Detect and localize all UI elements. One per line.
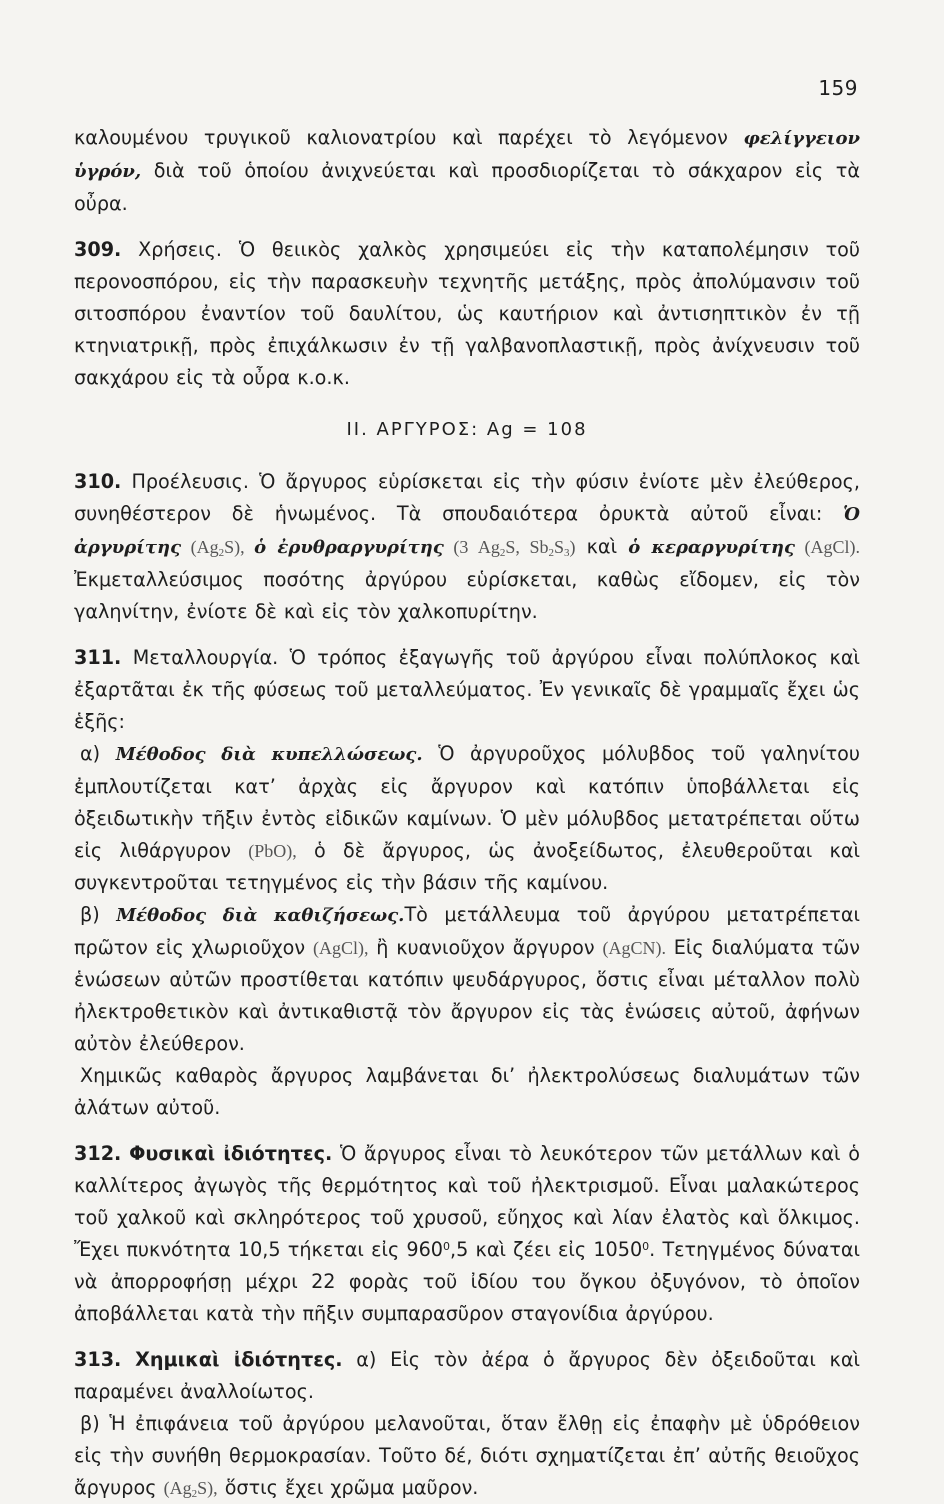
text-run: Ἐκμεταλλεύσιμος ποσότης ἀργύρου εὑρίσκεται, καθὼς εἴδομεν, εἰς τὸν γαληνίτην, ἐνίοτε δὲ καὶ εἰς τὸν χαλκοπυρίτην. (74, 568, 860, 623)
formula-subscript: 2 (548, 547, 554, 559)
section-title: Χρήσεις. (138, 238, 223, 261)
text-run: καὶ (575, 535, 629, 558)
page-number: 159 (818, 76, 858, 100)
section-313 (74, 1344, 860, 1408)
method-a (74, 738, 860, 899)
chem-formula (181, 537, 254, 557)
formula-subscript: 2 (218, 547, 225, 559)
formula-part: (Ag (163, 1478, 192, 1498)
formula-subscript: 2 (499, 547, 506, 559)
chem-formula: (PbO), (248, 841, 297, 861)
formula-subscript: 3 (563, 547, 570, 559)
electrolysis-note: Χημικῶς καθαρὸς ἄργυρος λαμβάνεται δι’ ἠλεκτρολύσεως διαλυμάτων τῶν ἀλάτων αὐτοῦ. (74, 1064, 860, 1119)
text-run: Ὁ ἄργυρος εὑρίσκεται εἰς τὴν φύσιν ἐνίοτε μὲν ἐλεύθερος, συνηθέστερον δὲ ἡνωμένος. Τὰ σπουδαιότερα ὀρυκτὰ αὐτοῦ εἶναι: (74, 470, 860, 525)
chem-formula: (AgCN). (602, 938, 666, 958)
text-run: β) Ἡ ἐπιφάνεια τοῦ ἀργύρου μελανοῦται, ὅταν ἔλθῃ εἰς ἐπαφὴν μὲ ὑδρόθειον εἰς τὴν συνήθη θερμοκρασίαν. Τοῦτο δέ, διότι σχηματίζεται ἐπ’ αὐτῆς θειοῦχος ἄργυρος (74, 1412, 860, 1499)
method-name: Μέθοδος διὰ καθιζήσεως. (116, 905, 405, 926)
paragraph-continuation (74, 122, 860, 220)
text-run: Ὁ ἄργυρος εἶναι τὸ λευκότερον τῶν μετάλλων καὶ ὁ καλλίτερος ἀγωγὸς τῆς θερμότητος καὶ τοῦ ἠλεκτρισμοῦ. Εἶναι μαλακώτερος τοῦ χαλκοῦ καὶ σκληρότερος τοῦ χρυσοῦ, εὔηχος καὶ λίαν ἐλατὸς καὶ ὅλκιμος. Ἔχει πυκνότητα 10,5 τήκεται εἰς 960 (74, 1142, 860, 1261)
section-title: Προέλευσις. (131, 470, 249, 493)
document-page (74, 70, 861, 1500)
section-311 (74, 642, 860, 738)
text-run: Ὁ ἀργυροῦχος μόλυβδος τοῦ γαληνίτου ἐμπλουτίζεται κατ’ ἀρχὰς εἰς ἄργυρον καὶ κατόπιν ὑποβάλλεται εἰς ὀξειδωτικὴν τῆξιν ἐντὸς εἰδικῶν καμίνων. Ὁ μὲν μόλυβδος μετατρέπεται οὕτω εἰς λιθάργυρον (74, 742, 861, 862)
section-number: 312. (74, 1142, 122, 1165)
chem-formula: (AgCl), (312, 938, 369, 958)
section-number: 313. (74, 1348, 122, 1371)
section-number: 310. (74, 470, 122, 493)
text-run: διὰ τοῦ ὁποίου ἀνιχνεύεται καὶ προσδιορίζεται τὸ σάκχαρον εἰς τὰ οὖρα. (74, 159, 860, 215)
section-312 (74, 1138, 860, 1330)
text-run: ὁ δὲ ἄργυρος, ὡς ἀνοξείδωτος, ἐλευθεροῦται καὶ συγκεντροῦται τετηγμένος εἰς τὴν βάσιν τῆς καμίνου. (74, 839, 860, 894)
superscript: 0 (642, 1240, 650, 1253)
section-title: Φυσικαὶ ἰδιότητες. (129, 1142, 333, 1165)
section-title: Μεταλλουργία. (132, 646, 279, 669)
formula-part: S (553, 537, 564, 557)
formula-subscript: 2 (191, 1488, 198, 1500)
chem-formula (164, 1478, 218, 1498)
section-309 (74, 234, 860, 394)
text-run: ἢ κυανιοῦχον ἄργυρον (368, 936, 603, 959)
superscript: 0 (443, 1240, 451, 1253)
formula-part: (3 Ag (443, 537, 500, 557)
text-run: Ὁ τρόπος ἐξαγωγῆς τοῦ ἀργύρου εἶναι πολύπλοκος καὶ ἐξαρτᾶται ἐκ τῆς φύσεως τοῦ μεταλλεύματος. Ἐν γενικαῖς δὲ γραμμαῖς ἔχει ὡς ἑξῆς: (74, 646, 860, 733)
mineral-name: Ὁ ἀργυρίτης (74, 504, 860, 558)
text-run: ,5 καὶ ζέει εἰς 1050 (450, 1238, 643, 1261)
chem-formula (444, 537, 576, 557)
list-label: β) (80, 903, 117, 926)
formula-part: S), (224, 537, 255, 557)
method-b (74, 899, 860, 1060)
chem-formula: (AgCl). (794, 537, 860, 557)
text-run: Εἰς διαλύματα τῶν ἑνώσεων αὐτῶν προστίθεται κατόπιν ψευδάργυρος, ὅστις εἶναι μέταλλον πολὺ ἠλεκτροθετικὸν καὶ ἀντικαθιστᾷ τὸν ἄργυρον εἰς τὰς ἑνώσεις αὐτοῦ, ἀφήνων αὐτὸν ἐλεύθερον. (74, 936, 861, 1055)
section-text: Ὁ θειικὸς χαλκὸς χρησιμεύει εἰς τὴν καταπολέμησιν τοῦ περονοσπόρου, εἰς τὴν παρασκευὴν τεχνητῆς μετάξης, πρὸς ἀπολύμανσιν τοῦ σιτοσπόρου ἐναντίον τοῦ δαυλίτου, ὡς καυτήριον καὶ ἀντισηπτικὸν ἐν τῇ κτηνιατρικῇ, πρὸς ἐπιχάλκωσιν ἐν τῇ γαλβανοπλαστικῇ, πρὸς ἀνίχνευσιν τοῦ σακχάρου εἰς τὰ οὖρα κ.ο.κ. (74, 238, 860, 389)
text-run: ὅστις ἔχει χρῶμα μαῦρον. (217, 1476, 479, 1499)
section-number: 309. (74, 238, 122, 261)
formula-part: S), (197, 1478, 218, 1498)
term-feling: φελίγγειον ὑγρόν, (74, 128, 860, 182)
chem-property-b (74, 1408, 860, 1504)
page-body (74, 122, 860, 1504)
mineral-name: ὁ κεραργυρίτης (628, 537, 795, 558)
section-title: Χημικαὶ ἰδιότητες. (135, 1348, 343, 1371)
mineral-name: ὁ ἐρυθραργυρίτης (254, 537, 444, 558)
section-number: 311. (74, 646, 122, 669)
formula-part: (Ag (181, 537, 219, 557)
list-label: α) (80, 742, 116, 765)
section-310 (74, 466, 860, 628)
text-run: α) Εἰς τὸν ἀέρα ὁ ἄργυρος δὲν ὀξειδοῦται καὶ παραμένει ἀναλλοίωτος. (74, 1348, 860, 1403)
text-run: . Τετηγμένος δύναται νὰ ἀπορροφήσῃ μέχρι 22 φορὰς τοῦ ἰδίου του ὄγκου ὀξυγόνον, τὸ ὁποῖον ἀποβάλλεται κατὰ τὴν πῆξιν συμπαρασῦρον σταγονίδια ἀργύρου. (74, 1238, 861, 1325)
chapter-heading: II. ΑΡΓΥΡΟΣ: Ag = 108 (346, 419, 588, 440)
text-run: Τὸ μετάλλευμα τοῦ ἀργύρου μετατρέπεται πρῶτον εἰς χλωριοῦχον (74, 903, 860, 959)
formula-part: ) (569, 537, 576, 557)
method-name: Μέθοδος διὰ κυπελλώσεως. (115, 744, 423, 765)
formula-part: S, Sb (505, 537, 549, 557)
text-run: καλουμένου τρυγικοῦ καλιονατρίου καὶ παρέχει τὸ λεγόμενον (74, 126, 744, 149)
